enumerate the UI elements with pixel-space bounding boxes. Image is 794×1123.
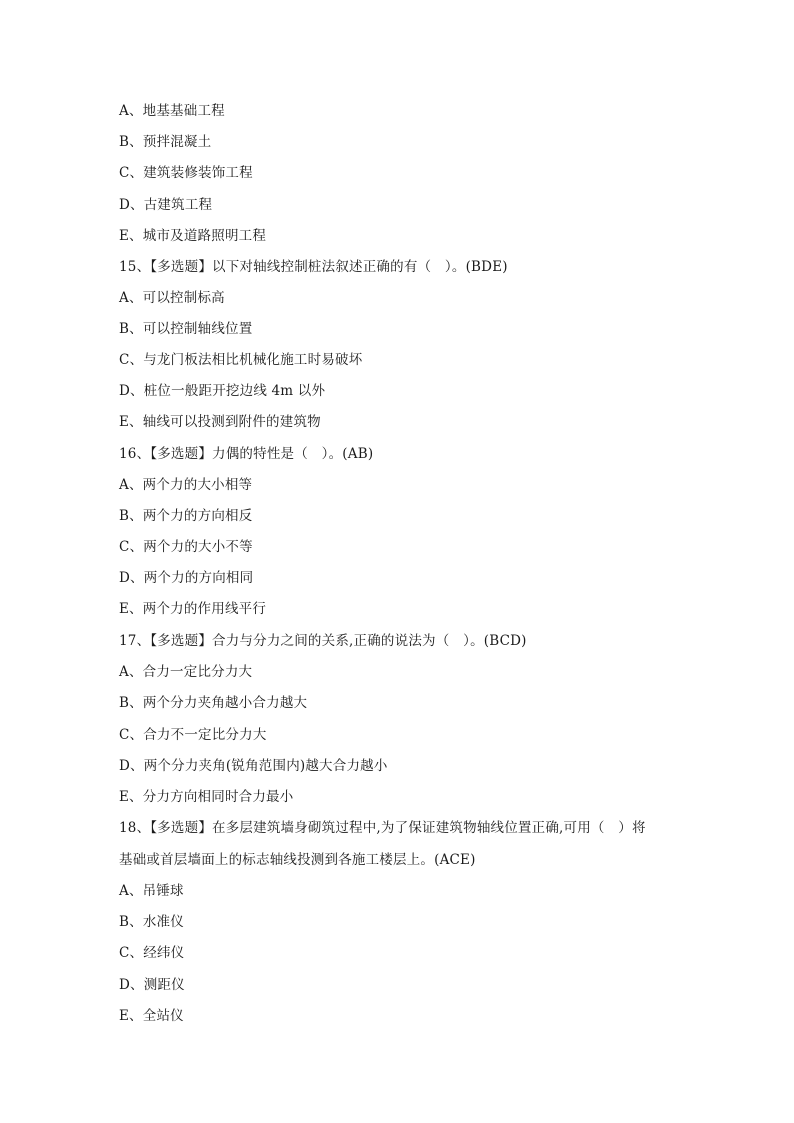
option-e: E、轴线可以投测到附件的建筑物 [119,414,321,430]
option-c: C、两个力的大小不等 [119,539,253,555]
question-18-text-line-1: 18、【多选题】在多层建筑墙身砌筑过程中,为了保证建筑物轴线位置正确,可用（ ）将 [119,820,646,836]
question-18-text-line-2: 基础或首层墙面上的标志轴线投测到各施工楼层上。(ACE) [119,852,476,868]
option-c: C、建筑装修装饰工程 [119,165,253,181]
option-b: B、两个分力夹角越小合力越大 [119,695,308,711]
option-a: A、合力一定比分力大 [119,664,253,680]
question-16-text: 16、【多选题】力偶的特性是（ ）。(AB) [119,446,374,462]
option-d: D、两个力的方向相同 [119,570,254,586]
option-b: B、两个力的方向相反 [119,508,253,524]
option-e: E、城市及道路照明工程 [119,228,267,244]
document-page [119,0,719,1123]
question-17-text: 17、【多选题】合力与分力之间的关系,正确的说法为（ ）。(BCD) [119,633,527,649]
option-c: C、与龙门板法相比机械化施工时易破坏 [119,352,363,368]
option-d: D、两个分力夹角(锐角范围内)越大合力越小 [119,758,388,774]
option-a: A、可以控制标高 [119,290,225,306]
option-a: A、地基基础工程 [119,103,225,119]
option-b: B、可以控制轴线位置 [119,321,253,337]
option-e: E、分力方向相同时合力最小 [119,789,294,805]
option-e: E、全站仪 [119,1008,184,1024]
option-a: A、两个力的大小相等 [119,477,253,493]
question-15-text: 15、【多选题】以下对轴线控制桩法叙述正确的有（ ）。(BDE) [119,259,508,275]
option-b: B、水准仪 [119,914,184,930]
option-c: C、经纬仪 [119,945,185,961]
option-d: D、古建筑工程 [119,197,213,213]
option-d: D、桩位一般距开挖边线 4m 以外 [119,383,326,399]
option-b: B、预拌混凝土 [119,134,212,150]
option-d: D、测距仪 [119,977,185,993]
option-c: C、合力不一定比分力大 [119,727,267,743]
option-a: A、吊锤球 [119,883,184,899]
option-e: E、两个力的作用线平行 [119,601,267,617]
